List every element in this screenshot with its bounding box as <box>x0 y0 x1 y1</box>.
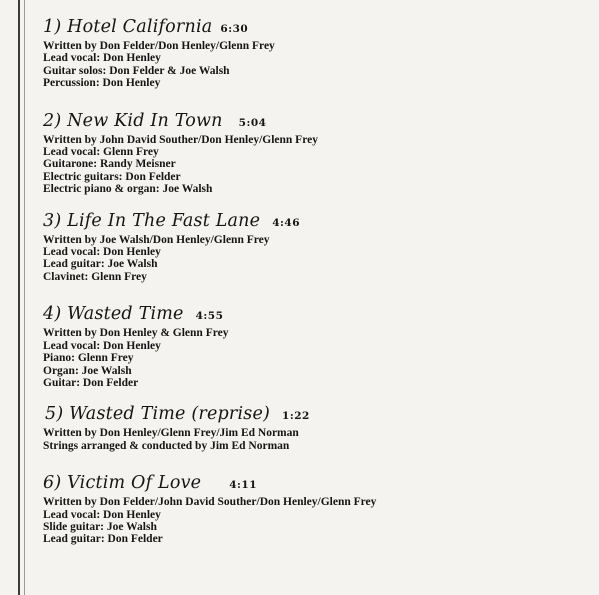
credit-line: Strings arranged & conducted by Jim Ed Norman <box>43 439 290 452</box>
credit-line: Lead vocal: Don Henley <box>43 508 161 521</box>
track-title: Wasted Time <box>67 304 184 325</box>
credit-line: Written by Don Felder/John David Souther/Don Henley/Glenn Frey <box>43 496 377 509</box>
track-4 <box>43 301 583 389</box>
track-duration: 4:11 <box>229 479 258 492</box>
credit-line: Piano: Glenn Frey <box>43 352 134 365</box>
track-3 <box>43 208 583 284</box>
credit-line: Lead vocal: Glenn Frey <box>43 146 159 159</box>
track-title: Hotel California <box>67 17 213 37</box>
credit-line: Guitar: Don Felder <box>43 376 139 389</box>
credit-line: Written by Joe Walsh/Don Henley/Glenn Frey <box>43 233 270 246</box>
credit-line: Lead guitar: Don Felder <box>43 533 163 546</box>
credit-line: Slide guitar: Joe Walsh <box>43 520 157 533</box>
credit-line: Lead vocal: Don Henley <box>43 339 161 352</box>
credit-line: Guitarone: Randy Meisner <box>43 158 176 171</box>
track-title: Life In The Fast Lane <box>67 210 261 231</box>
credit-line: Lead vocal: Don Henley <box>43 52 161 65</box>
page-edge-border <box>18 0 20 595</box>
track-title: New Kid In Town <box>67 110 223 131</box>
credit-line: Organ: Joe Walsh <box>43 364 132 377</box>
track-number: 4) <box>43 304 62 325</box>
credit-line: Written by Don Felder/Don Henley/Glenn Frey <box>43 40 275 52</box>
track-1 <box>43 14 583 90</box>
credit-line: Electric piano & organ: Joe Walsh <box>43 183 213 196</box>
track-number: 3) <box>43 210 62 231</box>
track-title-line <box>43 301 583 327</box>
track-title: Victim Of Love <box>67 473 202 494</box>
track-number: 1) <box>43 17 62 37</box>
track-title: Wasted Time (reprise) <box>69 404 271 425</box>
credit-line: Written by John David Souther/Don Henley/Glenn Frey <box>43 133 318 146</box>
track-duration: 4:55 <box>195 310 224 323</box>
track-list <box>43 14 583 546</box>
credit-line: Lead vocal: Don Henley <box>43 246 161 259</box>
credit-line: Lead guitar: Joe Walsh <box>43 258 158 271</box>
track-2 <box>43 108 583 196</box>
credit-line: Electric guitars: Don Felder <box>43 170 181 183</box>
track-6 <box>43 470 583 546</box>
track-number: 5) <box>45 404 64 425</box>
page-edge-border-inner <box>24 0 25 595</box>
track-duration: 4:46 <box>272 216 301 229</box>
track-number: 2) <box>43 110 62 131</box>
track-number: 6) <box>43 473 62 494</box>
credit-line: Written by Don Henley & Glenn Frey <box>43 327 229 340</box>
credit-line: Percussion: Don Henley <box>43 77 161 90</box>
track-title-line <box>43 14 583 40</box>
credit-line: Guitar solos: Don Felder & Joe Walsh <box>43 64 230 77</box>
track-title-line <box>43 401 583 427</box>
track-duration: 6:30 <box>220 23 249 35</box>
track-5 <box>43 401 583 452</box>
track-title-line <box>43 108 583 134</box>
track-title-line <box>43 208 583 234</box>
credit-line: Written by Don Henley/Glenn Frey/Jim Ed Norman <box>43 427 299 440</box>
track-duration: 5:04 <box>238 116 267 129</box>
credit-line: Clavinet: Glenn Frey <box>43 270 147 283</box>
track-title-line <box>43 470 583 496</box>
track-duration: 1:22 <box>282 410 310 423</box>
